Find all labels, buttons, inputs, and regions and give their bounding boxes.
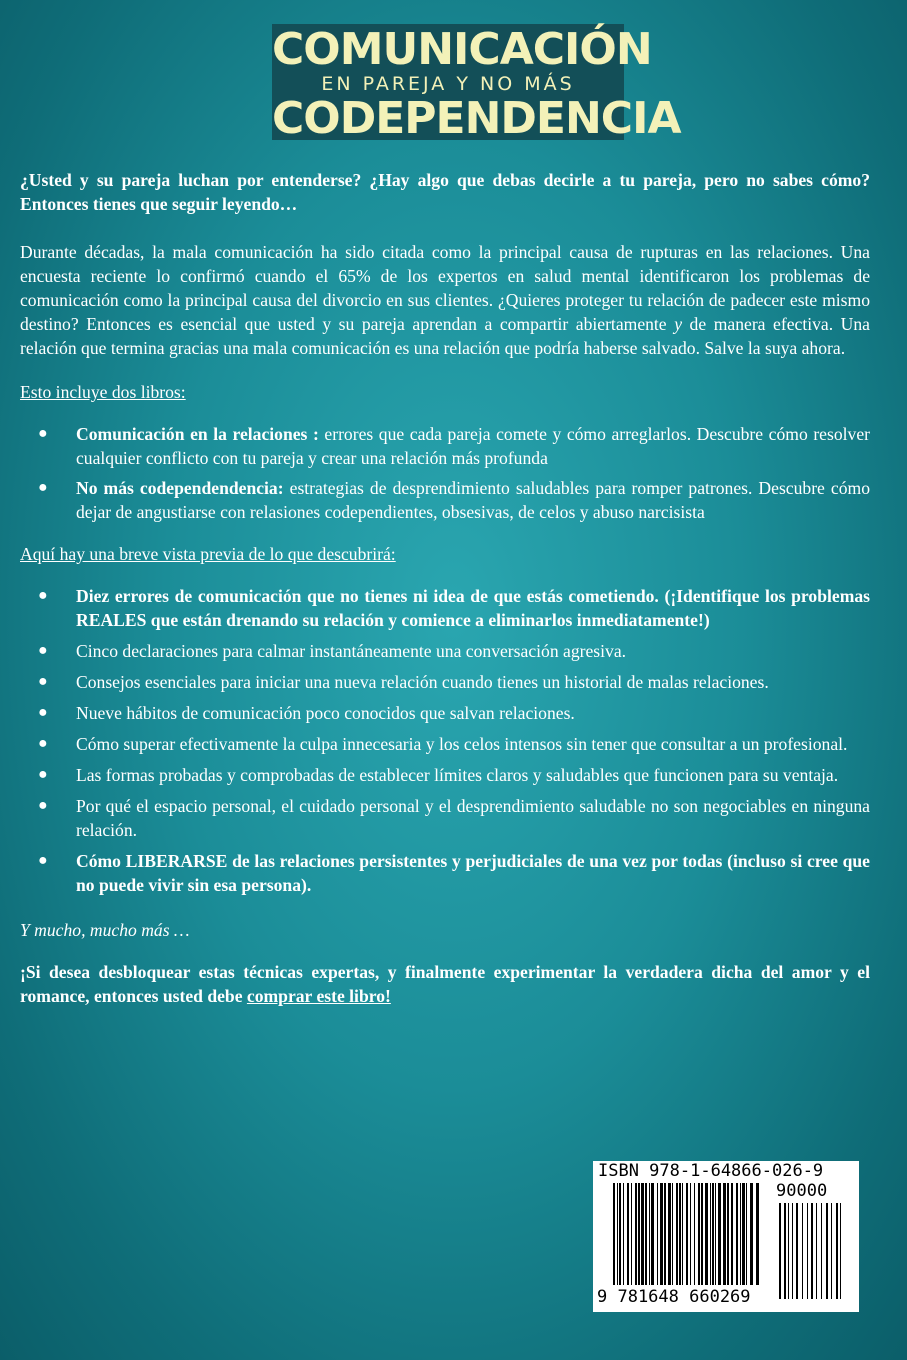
closing-sentence: ¡Si desea desbloquear estas técnicas expertas, y finalmente experimentar la verdadera dicha del amor y el romance, entonces usted debe [20, 962, 870, 1006]
intro-text: ¿Usted y su pareja luchan por entenderse? ¿Hay algo que debas decirle a tu pareja, pero no sabes cómo? Entonces tienes que seguir leyendo… [20, 170, 870, 214]
barcode-bar [679, 1183, 681, 1285]
bullet-icon: ● [38, 425, 48, 442]
addon-bar [826, 1203, 828, 1299]
barcode-bar [718, 1183, 721, 1285]
barcode-bar [657, 1183, 658, 1285]
barcode-bar [635, 1183, 637, 1285]
list-item: ● Cinco declaraciones para calmar instantáneamente una conversación agresiva. [38, 641, 627, 661]
barcode-bar [736, 1183, 738, 1285]
barcode-bar [668, 1183, 671, 1285]
books-list [20, 422, 870, 524]
barcode-bar [638, 1183, 640, 1285]
barcode-bar [676, 1183, 678, 1285]
book-2-text: estrategias de desprendimiento saludables para romper patrones. Descubre cómo dejar de angustiarse con relasiones codependientes, obsesivas, de celos y abuso narcisista [76, 478, 871, 522]
addon-bar [784, 1203, 786, 1299]
title-line-3: CODEPENDENCIA [272, 92, 681, 144]
list-item: ● Cómo superar efectivamente la culpa innecesaria y los celos intensos sin tener que consultar a un profesional. [38, 734, 848, 754]
barcode-bar [672, 1183, 673, 1285]
barcode-digits: 9 781648 660269 [597, 1287, 751, 1307]
barcode-bar [698, 1183, 700, 1285]
list-item: ● Las formas probadas y comprobadas de establecer límites claros y saludables que funcionen para su ventaja. [38, 765, 839, 785]
addon-bar [788, 1203, 789, 1299]
barcode-bar [690, 1183, 691, 1285]
barcode-bar [617, 1183, 618, 1285]
barcode-bar [694, 1183, 695, 1285]
addon-bar [816, 1203, 817, 1299]
addon-bar [811, 1203, 813, 1299]
buy-link[interactable]: comprar este libro! [246, 986, 391, 1006]
barcode-bar [740, 1183, 741, 1285]
price-addon: 90000 [776, 1181, 828, 1201]
addon-bar [840, 1203, 841, 1299]
barcode-bar [682, 1183, 683, 1285]
barcode-bar [651, 1183, 654, 1285]
list-item [20, 422, 870, 470]
barcode-bar [723, 1183, 726, 1285]
barcode-bar [660, 1183, 663, 1285]
list-item: ● Cómo LIBERARSE de las relaciones persistentes y perjudiciales de una vez por todas (incluso si cree que no puede vivir sin esa persona). [38, 851, 870, 895]
closing-text [20, 960, 870, 1008]
addon-bar [831, 1203, 832, 1299]
barcode-bar [756, 1183, 759, 1285]
barcode-bar [746, 1183, 747, 1285]
addon-bar [779, 1203, 781, 1299]
barcode-bar [664, 1183, 666, 1285]
barcode-bar [750, 1183, 753, 1285]
list-item: ● Diez errores de comunicación que no tienes ni idea de que estás cometiendo. (¡Identifique los problemas REALES que están drenando su relación y comience a eliminarlos inmediatamente!) [38, 586, 870, 630]
barcode-bar [712, 1183, 714, 1285]
includes-heading: Esto incluye dos libros: [20, 382, 186, 402]
more-text: Y mucho, mucho más … [20, 920, 190, 940]
book-1-title: Comunicación en la relaciones : [76, 424, 319, 444]
barcode-bar [623, 1183, 624, 1285]
barcode-bar [641, 1183, 644, 1285]
list-item: ● Por qué el espacio personal, el cuidado personal y el desprendimiento saludable no son negociables en ninguna relación. [38, 796, 870, 840]
barcode-bar [631, 1183, 632, 1285]
addon-bar [836, 1203, 838, 1299]
addon-bar [802, 1203, 803, 1299]
addon-bar [821, 1203, 822, 1299]
barcode-bar [686, 1183, 688, 1285]
addon-bar [807, 1203, 808, 1299]
title-line-1: COMUNICACIÓN [272, 24, 652, 75]
barcode-bar [619, 1183, 621, 1285]
paragraph-italic: y [674, 314, 682, 334]
barcode-bar [701, 1183, 703, 1285]
isbn-label: ISBN 978-1-64866-026-9 [598, 1161, 824, 1181]
barcode-bar [627, 1183, 629, 1285]
book-2-title: No más codependendencia: [76, 478, 284, 498]
book-1-text: errores que cada pareja comete y cómo arreglarlos. Descubre cómo resolver cualquier conflicto con tu pareja y crear una relación más profunda [76, 424, 870, 468]
paragraph-part-1: Durante décadas, la mala comunicación ha sido citada como la principal causa de rupturas en las relaciones. Una encuesta reciente lo confirmó cuando el 65% de los expertos en salud mental identificaron los problemas de comunicación como la principal causa del divorcio en sus clientes. ¿Quieres proteger tu relación de padecer este mismo destino? Entonces es esencial que usted y su pareja aprendan a compartir abiertamente [20, 242, 870, 334]
list-item: ● Nueve hábitos de comunicación poco conocidos que salvan relaciones. [38, 703, 575, 723]
barcode-bar [742, 1183, 745, 1285]
preview-heading: Aquí hay una breve vista previa de lo que descubrirá: [20, 544, 396, 564]
bullet-icon: ● [38, 479, 48, 496]
list-item [20, 476, 870, 524]
barcode [593, 1161, 859, 1312]
preview-list [20, 584, 870, 897]
barcode-bar [727, 1183, 729, 1285]
barcode-bar [705, 1183, 708, 1285]
title-line-2: EN PAREJA Y NO MÁS [321, 73, 575, 95]
paragraph-part-2: de manera efectiva. Una relación que termina gracias una mala comunicación es una relación que podría haberse salvado. Salve la suya ahora. [20, 314, 870, 358]
addon-bar [796, 1203, 798, 1299]
addon-bar [792, 1203, 793, 1299]
main-paragraph [20, 240, 870, 360]
barcode-bar [710, 1183, 711, 1285]
back-cover-text [20, 168, 870, 1008]
barcode-bar [731, 1183, 733, 1285]
list-item: ● Consejos esenciales para iniciar una nueva relación cuando tienes un historial de malas relaciones. [38, 672, 769, 692]
title-block [272, 24, 681, 144]
barcode-bar [645, 1183, 647, 1285]
barcode-bar [649, 1183, 650, 1285]
barcode-bar [613, 1183, 615, 1285]
barcode-bar [715, 1183, 716, 1285]
